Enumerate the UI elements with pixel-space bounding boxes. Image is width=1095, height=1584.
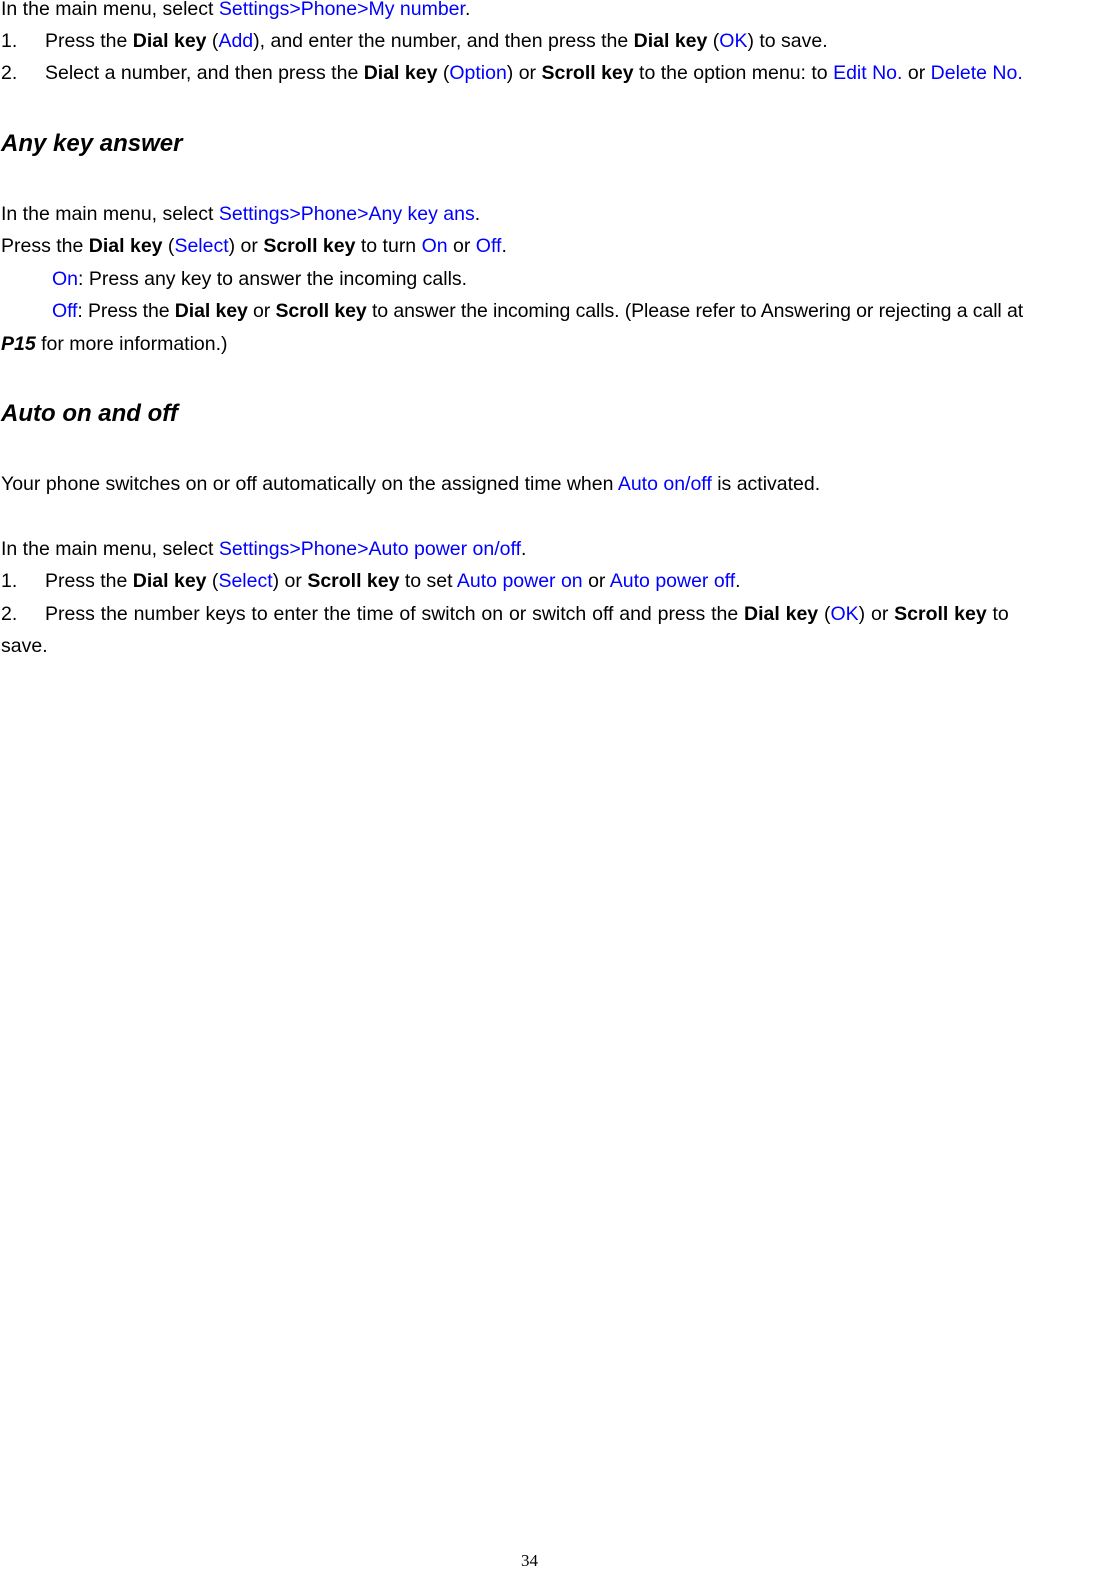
option-label: Off: [52, 300, 78, 322]
my-number-step-2: [45, 61, 1023, 85]
text: (: [437, 62, 450, 84]
text: to set: [399, 570, 457, 592]
auto-on-off-step-2-continued: save.: [1, 635, 48, 657]
text: .: [735, 570, 741, 592]
key-name: Dial key: [174, 300, 248, 322]
text: .: [521, 538, 527, 560]
softkey-label: OK: [830, 603, 859, 625]
option-label: On: [52, 268, 79, 290]
step-number: 1.: [1, 30, 18, 52]
text: or: [582, 570, 610, 592]
key-name: Dial key: [633, 30, 708, 52]
key-name: Dial key: [132, 30, 207, 52]
feature-name: Auto on/off: [617, 473, 712, 495]
key-name: Scroll key: [307, 570, 400, 592]
text: ) or: [272, 570, 308, 592]
key-name: Scroll key: [894, 603, 987, 625]
step-number: 1.: [1, 570, 18, 592]
text: (: [206, 30, 219, 52]
text: to: [986, 603, 1009, 625]
softkey-label: Add: [218, 30, 254, 52]
softkey-label: OK: [719, 30, 748, 52]
text: (: [162, 235, 175, 257]
text: or: [902, 62, 931, 84]
text: ) to save.: [747, 30, 828, 52]
any-key-off-continued: [1, 332, 1084, 356]
menu-path: Settings>Phone>Any key ans: [218, 203, 475, 225]
softkey-label: Select: [218, 570, 273, 592]
text: or: [247, 300, 276, 322]
any-key-intro: [1, 202, 1084, 226]
section-heading: Any key answer: [1, 130, 183, 157]
key-name: Scroll key: [275, 300, 367, 322]
key-name: Scroll key: [263, 235, 356, 257]
any-key-on-description: [52, 267, 1084, 291]
my-number-intro: [1, 0, 1084, 21]
softkey-label: Option: [449, 62, 507, 84]
text: Press the: [45, 30, 133, 52]
text: : Press the: [77, 300, 175, 322]
menu-path: Settings>Phone>My number: [218, 0, 465, 20]
text: ) or: [228, 235, 264, 257]
step-number: 2.: [1, 603, 18, 625]
any-key-press: [1, 234, 1084, 258]
key-name: Scroll key: [541, 62, 634, 84]
auto-on-off-step-2: [45, 602, 1083, 626]
softkey-label: Select: [174, 235, 229, 257]
menu-path: Settings>Phone>Auto power on/off: [218, 538, 521, 560]
text: In the main menu, select: [1, 203, 219, 225]
text: or: [447, 235, 476, 257]
text: In the main menu, select: [1, 538, 219, 560]
text: Select a number, and then press the: [45, 62, 364, 84]
text: .: [464, 0, 471, 20]
text: Press the: [45, 570, 133, 592]
page-number: 34: [521, 1551, 538, 1570]
text: to turn: [355, 235, 422, 257]
text: (: [707, 30, 720, 52]
text: (: [206, 570, 219, 592]
text: is activated.: [711, 473, 821, 495]
step-number: 2.: [1, 62, 18, 84]
key-name: Dial key: [132, 570, 207, 592]
text: ) or: [506, 62, 542, 84]
text: .: [474, 203, 481, 225]
option-label: Delete No.: [930, 62, 1023, 84]
text: ) or: [858, 603, 895, 625]
text: to the option menu: to: [633, 62, 834, 84]
option-label: Off: [475, 235, 502, 257]
option-label: Edit No.: [833, 62, 903, 84]
my-number-step-1: [45, 29, 828, 53]
key-name: Dial key: [744, 603, 819, 625]
text: .: [501, 235, 507, 257]
text: In the main menu, select: [1, 0, 219, 20]
section-heading: Auto on and off: [1, 400, 178, 427]
text: Press the: [1, 235, 89, 257]
text: ), and enter the number, and then press the: [253, 30, 634, 52]
text: for more information.): [35, 333, 228, 355]
key-name: Dial key: [363, 62, 438, 84]
auto-on-off-intro: [1, 537, 1084, 561]
text: Your phone switches on or off automatically on the assigned time when: [1, 473, 618, 495]
auto-on-off-description: [1, 472, 1084, 496]
option-label: Auto power on: [456, 570, 583, 592]
text: : Press any key to answer the incoming calls.: [78, 268, 468, 290]
page-reference: P15: [1, 333, 36, 355]
option-label: Auto power off: [609, 570, 736, 592]
text: (: [818, 603, 831, 625]
text: to answer the incoming calls. (Please refer to Answering or rejecting a call at: [366, 300, 1024, 322]
text: Press the number keys to enter the time of switch on or switch off and press the: [45, 603, 745, 625]
key-name: Dial key: [88, 235, 163, 257]
auto-on-off-step-1: [45, 569, 741, 593]
option-label: On: [421, 235, 448, 257]
any-key-off-description: [52, 299, 1083, 323]
